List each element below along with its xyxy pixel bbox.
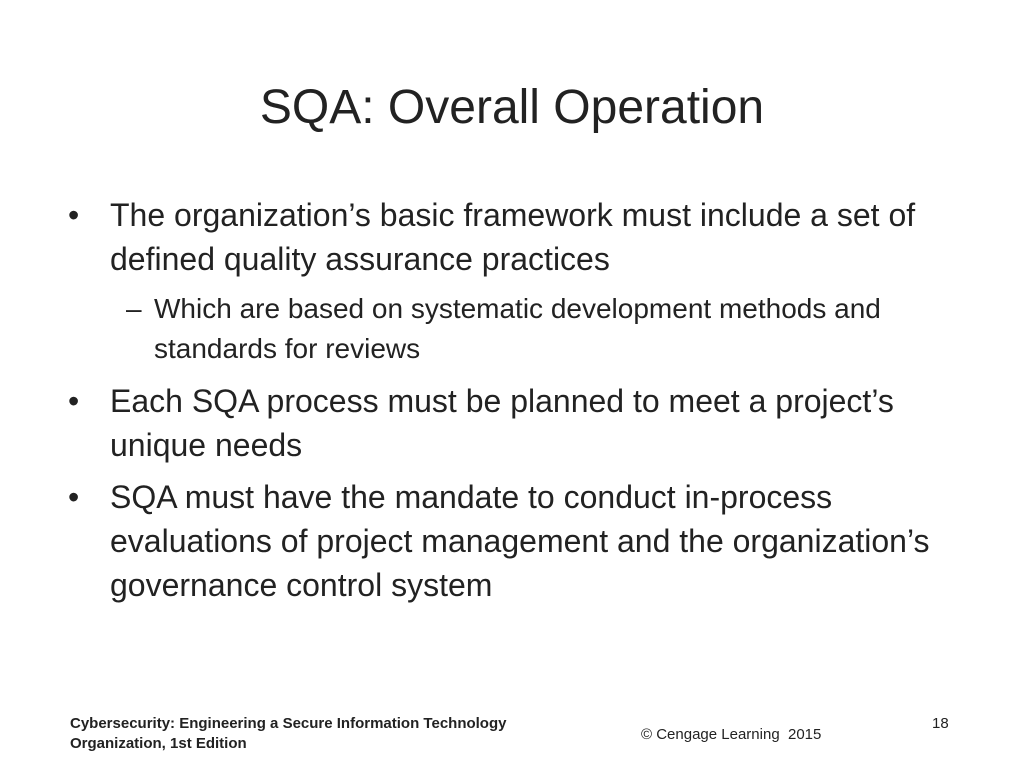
bullet-text: Each SQA process must be planned to meet a project’s unique needs <box>110 383 894 463</box>
slide-content <box>62 193 962 615</box>
sub-bullet-text: Which are based on systematic development methods and standards for reviews <box>154 293 881 364</box>
bullet-text: SQA must have the mandate to conduct in-process evaluations of project management and the organization’s governance control system <box>110 479 930 603</box>
bullet-marker: • <box>68 479 80 515</box>
sub-bullet-marker: – <box>126 293 142 324</box>
bullet-item <box>62 379 962 467</box>
footer-book-title-line1: Cybersecurity: Engineering a Secure Information Technology <box>70 715 507 732</box>
footer-book-title <box>70 714 590 754</box>
footer-book-title-line2: Organization, 1st Edition <box>70 735 247 752</box>
bullet-text: The organization’s basic framework must include a set of defined quality assurance practices <box>110 197 916 277</box>
bullet-marker: • <box>68 383 80 419</box>
bullet-item <box>62 193 962 281</box>
slide-title: SQA: Overall Operation <box>259 81 765 134</box>
bullet-marker: • <box>68 197 80 233</box>
page-number: 18 <box>932 715 949 732</box>
sub-bullet-item <box>62 289 962 369</box>
bullet-item <box>62 475 962 607</box>
footer-copyright: © Cengage Learning 2015 <box>641 726 822 743</box>
